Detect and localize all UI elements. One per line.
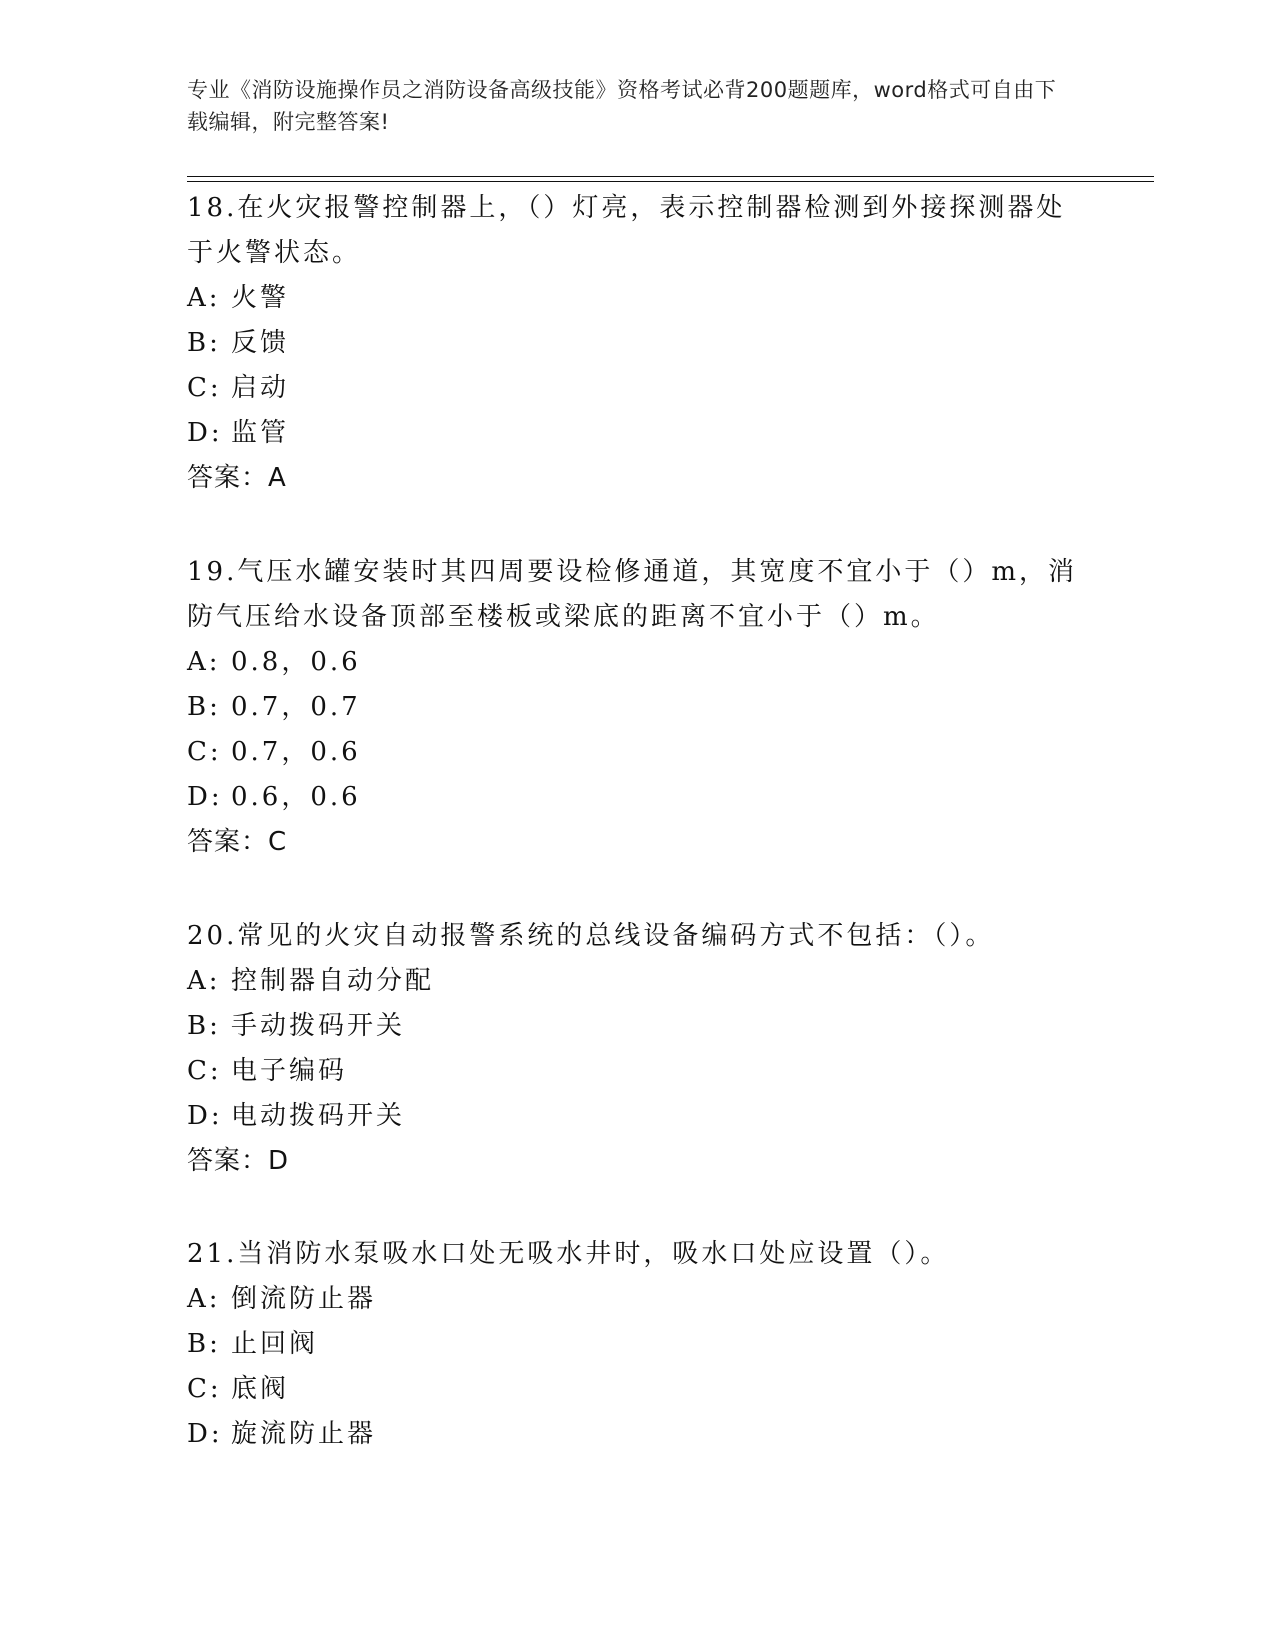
option-d (187, 1094, 1087, 1139)
option-c (187, 366, 1087, 411)
option-key: C: (187, 1056, 222, 1086)
option-b (187, 321, 1087, 366)
option-value: 监管 (231, 418, 290, 448)
option-key: A: (187, 283, 221, 313)
option-key: D: (187, 418, 223, 448)
question-text: 18.在火灾报警控制器上，（）灯亮，表示控制器检测到外接探测器处于火警状态。 (187, 193, 1066, 268)
option-d (187, 775, 1087, 820)
option-value: 旋流防止器 (231, 1419, 377, 1449)
question-text: 19.气压水罐安装时其四周要设检修通道，其宽度不宜小于（）m，消防气压给水设备顶部至楼板或梁底的距离不宜小于（）m。 (187, 557, 1078, 632)
option-c (187, 730, 1087, 775)
option-value: 电动拨码开关 (231, 1101, 406, 1131)
header-divider-top (187, 176, 1154, 177)
answer: 答案：A (187, 463, 287, 493)
option-a (187, 640, 1087, 685)
option-a (187, 1277, 1087, 1322)
option-key: D: (187, 1419, 223, 1449)
option-key: B: (187, 328, 221, 358)
answer: 答案：C (187, 827, 288, 857)
option-value: 0.8，0.6 (231, 647, 361, 677)
option-key: B: (187, 692, 221, 722)
option-value: 手动拨码开关 (231, 1011, 406, 1041)
option-value: 底阀 (231, 1374, 290, 1404)
question-21 (187, 1232, 1087, 1457)
option-value: 0.6，0.6 (231, 782, 361, 812)
option-key: B: (187, 1011, 221, 1041)
question-19 (187, 550, 1087, 865)
document-header: 专业《消防设施操作员之消防设备高级技能》资格考试必背200题题库，word格式可自由下载编辑，附完整答案! (187, 78, 1057, 134)
option-value: 倒流防止器 (231, 1284, 377, 1314)
question-18 (187, 186, 1087, 501)
option-key: C: (187, 373, 222, 403)
option-c (187, 1367, 1087, 1412)
option-c (187, 1049, 1087, 1094)
option-value: 止回阀 (231, 1329, 319, 1359)
option-key: C: (187, 1374, 222, 1404)
option-b (187, 1004, 1087, 1049)
option-value: 0.7，0.7 (231, 692, 361, 722)
option-a (187, 276, 1087, 321)
option-a (187, 959, 1087, 1004)
option-d (187, 1412, 1087, 1457)
answer: 答案：D (187, 1146, 290, 1176)
option-value: 0.7，0.6 (231, 737, 361, 767)
option-value: 电子编码 (231, 1056, 348, 1086)
header-divider-bottom (187, 181, 1154, 182)
option-key: A: (187, 1284, 221, 1314)
option-key: A: (187, 966, 221, 996)
option-key: C: (187, 737, 222, 767)
question-text: 21.当消防水泵吸水口处无吸水井时，吸水口处应设置（）。 (187, 1239, 950, 1269)
option-b (187, 685, 1087, 730)
option-key: D: (187, 1101, 223, 1131)
option-d (187, 411, 1087, 456)
option-value: 反馈 (231, 328, 290, 358)
option-value: 启动 (231, 373, 290, 403)
option-b (187, 1322, 1087, 1367)
question-text: 20.常见的火灾自动报警系统的总线设备编码方式不包括：（）。 (187, 921, 995, 951)
option-key: D: (187, 782, 223, 812)
option-value: 控制器自动分配 (231, 966, 435, 996)
option-key: B: (187, 1329, 221, 1359)
question-20 (187, 914, 1087, 1184)
option-key: A: (187, 647, 221, 677)
option-value: 火警 (231, 283, 290, 313)
